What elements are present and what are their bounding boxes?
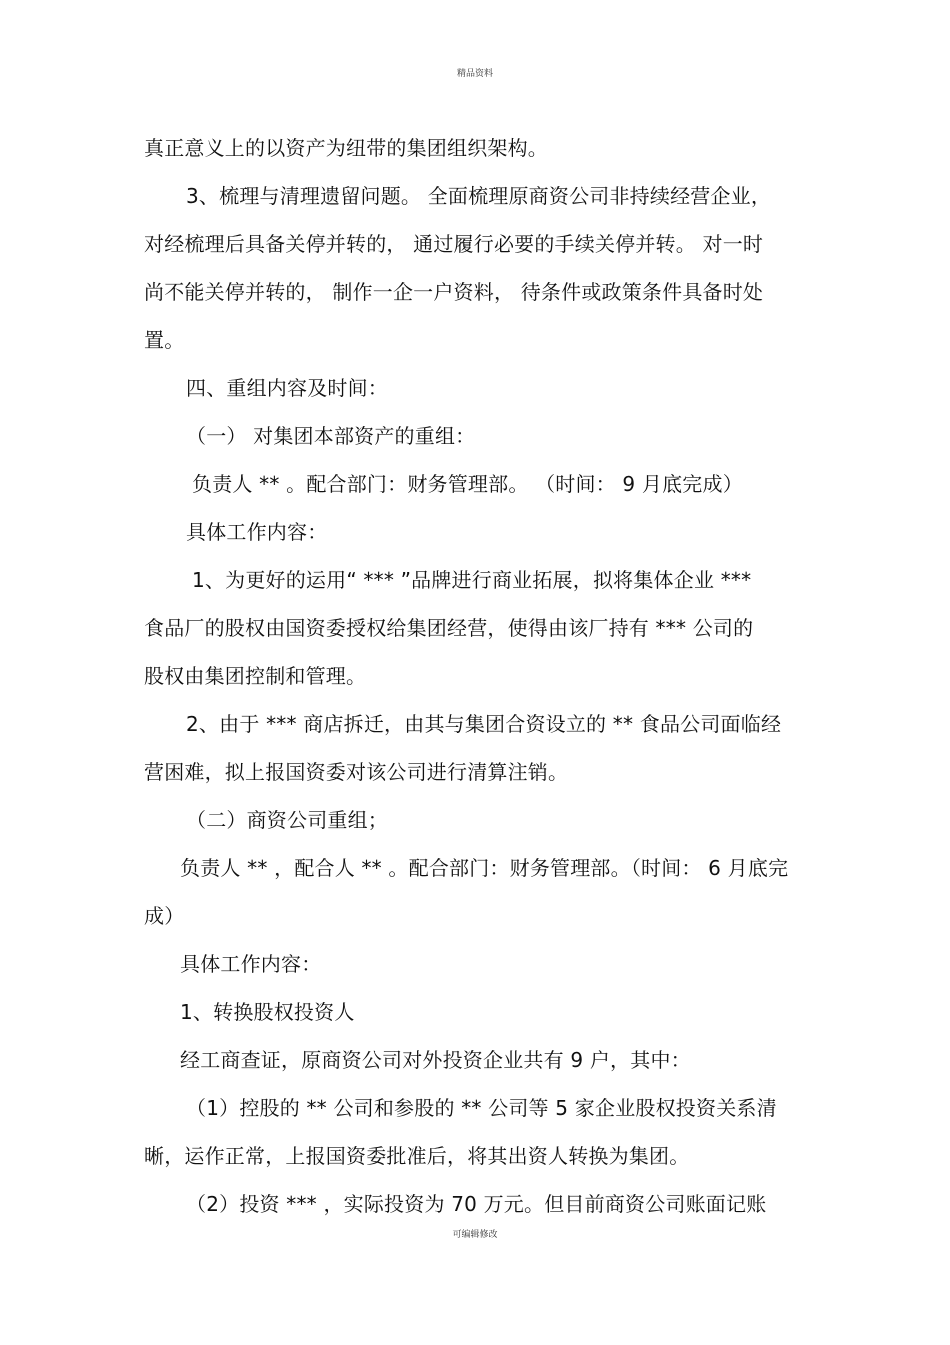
text-line-3: 对经梳理后具备关停并转的， 通过履行必要的手续关停并转。 对一时	[144, 232, 764, 256]
text-line-22: 晰，运作正常，上报国资委批准后，将其出资人转换为集团。	[144, 1144, 690, 1168]
text-line-9: 具体工作内容：	[186, 520, 328, 544]
subsection-heading-1: （一） 对集团本部资产的重组：	[186, 424, 476, 448]
text-line-14: 营困难，拟上报国资委对该公司进行清算注销。	[144, 760, 569, 784]
text-line-1: 真正意义上的以资产为纽带的集团组织架构。	[144, 136, 548, 160]
text-line-19: 1、转换股权投资人	[180, 1000, 355, 1024]
text-line-12: 股权由集团控制和管理。	[144, 664, 367, 688]
text-line-4: 尚不能关停并转的， 制作一企一户资料， 待条件或政策条件具备时处	[144, 280, 764, 304]
header-note: 精品资料	[456, 69, 493, 79]
text-line-16: 负责人 ** ，配合人 ** 。配合部门：财务管理部。（时间： 6 月底完	[180, 856, 789, 880]
text-line-2: 3、梳理与清理遗留问题。 全面梳理原商资公司非持续经营企业，	[186, 184, 772, 208]
text-line-13: 2、由于 *** 商店拆迁，由其与集团合资设立的 ** 食品公司面临经	[186, 712, 782, 736]
text-line-18: 具体工作内容：	[180, 952, 322, 976]
text-line-20: 经工商查证，原商资公司对外投资企业共有 9 户，其中：	[180, 1048, 691, 1072]
subsection-heading-2: （二）商资公司重组；	[186, 808, 388, 832]
text-line-5: 置。	[144, 328, 185, 352]
text-line-21: （1）控股的 ** 公司和参股的 ** 公司等 5 家企业股权投资关系清	[186, 1096, 777, 1120]
footer-note: 可编辑修改	[452, 1230, 498, 1240]
text-line-17: 成）	[144, 904, 185, 928]
text-line-10: 1、为更好的运用“ *** ”品牌进行商业拓展，拟将集体企业 ***	[192, 568, 752, 592]
text-line-23: （2）投资 *** ，实际投资为 70 万元。但目前商资公司账面记账	[186, 1192, 767, 1216]
text-line-8: 负责人 ** 。配合部门：财务管理部。 （时间： 9 月底完成）	[192, 472, 743, 496]
text-line-11: 食品厂的股权由国资委授权给集团经营，使得由该厂持有 *** 公司的	[144, 616, 754, 640]
section-heading: 四、重组内容及时间：	[186, 376, 388, 400]
